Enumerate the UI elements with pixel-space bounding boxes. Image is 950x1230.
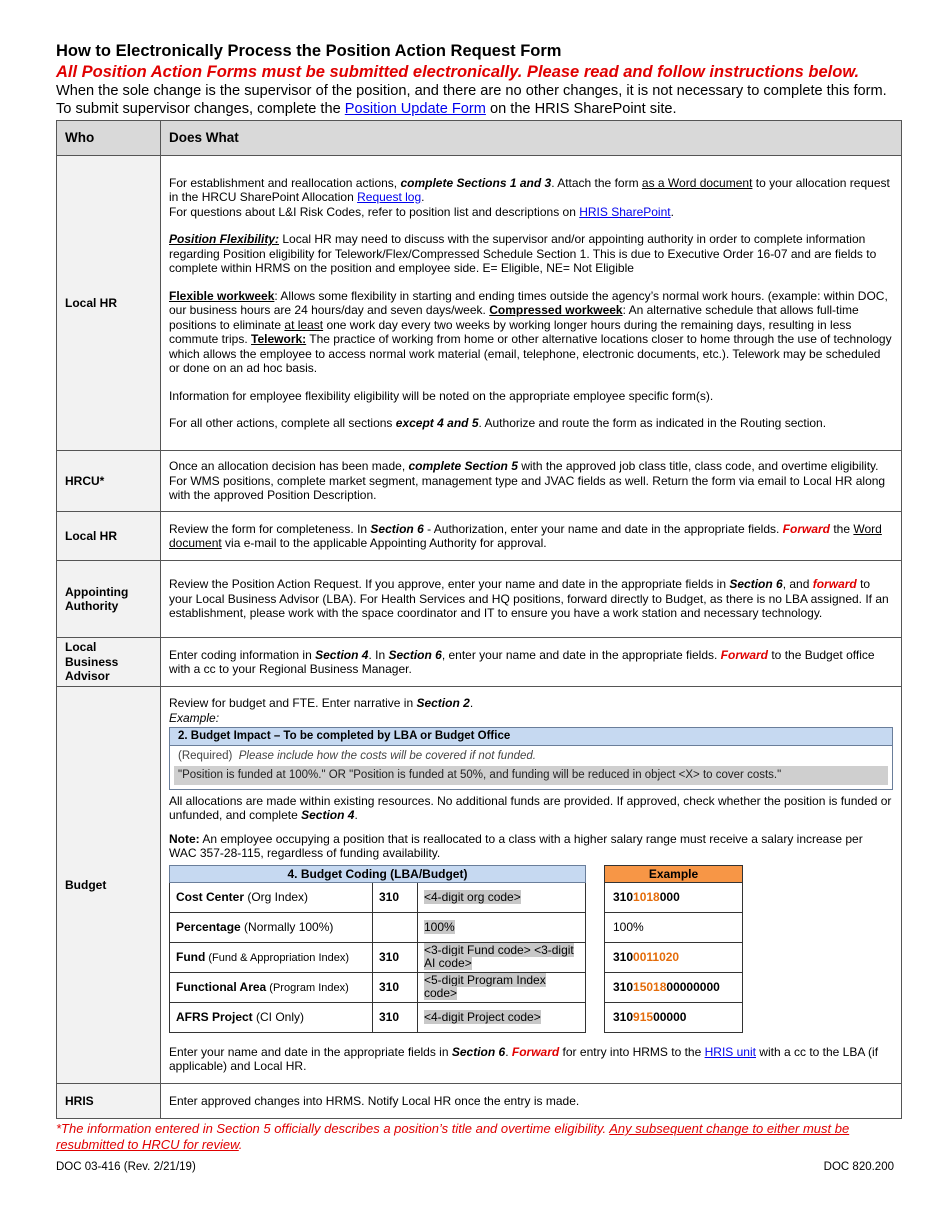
who-cell: Appointing Authority	[57, 561, 161, 638]
table-row: Percentage (Normally 100%) 100%	[170, 912, 586, 942]
budget-coding-table	[169, 865, 586, 1033]
table-row: 3100011020	[605, 942, 743, 972]
example-header: Example	[605, 865, 743, 882]
paragraph: Enter your name and date in the appropriate fields in Section 6. Forward for entry into HRMS to the HRIS unit with a cc to the LBA (if applicable) and Local HR.	[169, 1044, 879, 1074]
what-cell: Once an allocation decision has been made, complete Section 5 with the approved job class title, class code, and overtime eligibility. For WMS positions, complete market segment, management type and JVAC fields as well. Return the form via email to Local HR along with the approved Position Description.	[161, 451, 902, 512]
budget-impact-example-text: "Position is funded at 100%." OR "Position is funded at 50%, and funding will be reduced in object <X> to cover costs."	[174, 766, 888, 785]
budget-impact-prompt: (Required) Please include how the costs will be covered if not funded.	[178, 749, 536, 762]
table-row-local-hr-1	[57, 156, 902, 451]
page-title: How to Electronically Process the Position Action Request Form	[56, 42, 562, 60]
what-cell	[161, 687, 902, 1084]
paragraph: For establishment and reallocation actions, complete Sections 1 and 3. Attach the form as a Word document to your allocation request in the HRCU SharePoint Allocation Request log. For questions about L&I Risk Codes, refer to position list and descriptions on HRIS SharePoint.	[169, 175, 890, 219]
table-row-local-business-advisor	[57, 638, 902, 687]
who-cell: Local HR	[57, 512, 161, 561]
who-cell: HRCU*	[57, 451, 161, 512]
who-cell: Budget	[57, 687, 161, 1084]
table-row: 31091500000	[605, 1002, 743, 1032]
hris-sharepoint-link[interactable]: HRIS SharePoint	[579, 204, 671, 219]
table-row: 100%	[605, 912, 743, 942]
footnote: *The information entered in Section 5 officially describes a position’s title and overtime eligibility. Any subsequent change to either must be resubmitted to HRCU for review.	[56, 1121, 850, 1152]
example-label: Example:	[169, 710, 220, 725]
request-log-link[interactable]: Request log	[357, 190, 422, 204]
budget-coding-example-table	[604, 865, 743, 1033]
what-cell: Review the Position Action Request. If you approve, enter your name and date in the appropriate fields in Section 6, and forward to your Local Business Advisor (LBA). For Health Services and HQ positions, forward directly to Budget, as there is no LBA assigned. If an establishment, please work with the space coordinator and IT to ensure you have a work station and necessary technology.	[161, 561, 902, 638]
paragraph: Review for budget and FTE. Enter narrative in Section 2.	[169, 696, 474, 711]
table-row-hris	[57, 1084, 902, 1119]
table-row: Functional Area (Program Index) 310 <5-digit Program Index code>	[170, 972, 586, 1002]
paragraph: Position Flexibility: Local HR may need to discuss with the supervisor and/or appointing authority in order to complete information regarding Position eligibility for Telework/Flex/Compressed Schedule Section 1. This is due to Executive Order 16-07 and are fields to complete within HRMS on the position and employee side. E= Eligible, NE= Not Eligible	[169, 232, 877, 275]
table-row: Fund (Fund & Appropriation Index) 310 <3-digit Fund code> <3-digit AI code>	[170, 942, 586, 972]
what-cell: Enter coding information in Section 4. In Section 6, enter your name and date in the appropriate fields. Forward to the Budget office with a cc to your Regional Business Manager.	[161, 638, 902, 687]
budget-coding-header: 4. Budget Coding (LBA/Budget)	[170, 865, 586, 882]
who-cell: HRIS	[57, 1084, 161, 1119]
paragraph: All allocations are made within existing resources. No additional funds are provided. If approved, check whether the position is funded or unfunded, and complete Section 4.	[169, 793, 892, 823]
table-header-row	[57, 121, 902, 156]
document-page	[56, 40, 902, 1173]
table-row: 3101501800000000	[605, 972, 743, 1002]
table-row-appointing-authority	[57, 561, 902, 638]
what-cell: Enter approved changes into HRMS. Notify Local HR once the entry is made.	[161, 1084, 902, 1119]
table-row: 3101018000	[605, 882, 743, 912]
form-number: DOC 03-416 (Rev. 2/21/19)	[56, 1161, 196, 1173]
what-cell	[161, 156, 902, 451]
table-row: Cost Center (Org Index) 310 <4-digit org code>	[170, 882, 586, 912]
what-cell: Review the form for completeness. In Section 6 - Authorization, enter your name and date in the appropriate fields. Forward the Word document via e-mail to the applicable Appointing Authority for approval.	[161, 512, 902, 561]
policy-number: DOC 820.200	[823, 1161, 894, 1173]
note-paragraph: Note: An employee occupying a position that is reallocated to a class with a higher salary range must receive a salary increase per WAC 357-28-115, regardless of funding availability.	[169, 831, 863, 861]
paragraph: Flexible workweek: Allows some flexibility in starting and ending times outside the agency’s normal work hours. (example: within DOC, our business hours are 24 hours/day and seven days/week. Compressed workweek: An alternative schedule that allows full-time positions to eliminate at least one work day every two weeks by working longer hours during the remaining days, resulting in less commute trips. Telework: The practice of working from home or other alternative locations closer to home through the use of technology which allows the employee to access normal work material (email, telephone, electronic documents, etc.). Telework may be scheduled or done on an ad hoc basis.	[169, 288, 892, 375]
budget-impact-header: 2. Budget Impact – To be completed by LBA or Budget Office	[170, 728, 892, 746]
hris-unit-link[interactable]: HRIS unit	[704, 1044, 756, 1059]
intro-paragraph: When the sole change is the supervisor of the position, and there are no other changes, it is not necessary to complete this form. To submit supervisor changes, complete the Position Update Form on the HRIS SharePoint site.	[56, 83, 887, 117]
who-cell: Local HR	[57, 156, 161, 451]
table-row-hrcu	[57, 451, 902, 512]
does-what-column-header: Does What	[161, 121, 902, 156]
budget-impact-example	[169, 727, 893, 790]
table-row-budget	[57, 687, 902, 1084]
page-footer	[56, 1161, 894, 1173]
electronic-submission-warning: All Position Action Forms must be submitted electronically. Please read and follow instructions below.	[56, 63, 860, 81]
table-row: AFRS Project (CI Only) 310 <4-digit Project code>	[170, 1002, 586, 1032]
table-row-local-hr-2	[57, 512, 902, 561]
budget-coding-example	[169, 865, 893, 1033]
paragraph: For all other actions, complete all sections except 4 and 5. Authorize and route the form as indicated in the Routing section.	[169, 416, 827, 430]
who-cell: Local Business Advisor	[57, 638, 161, 687]
who-column-header: Who	[57, 121, 161, 156]
paragraph: Information for employee flexibility eligibility will be noted on the appropriate employee specific form(s).	[169, 388, 714, 403]
process-table	[56, 120, 902, 1119]
position-update-form-link[interactable]: Position Update Form	[344, 101, 486, 117]
